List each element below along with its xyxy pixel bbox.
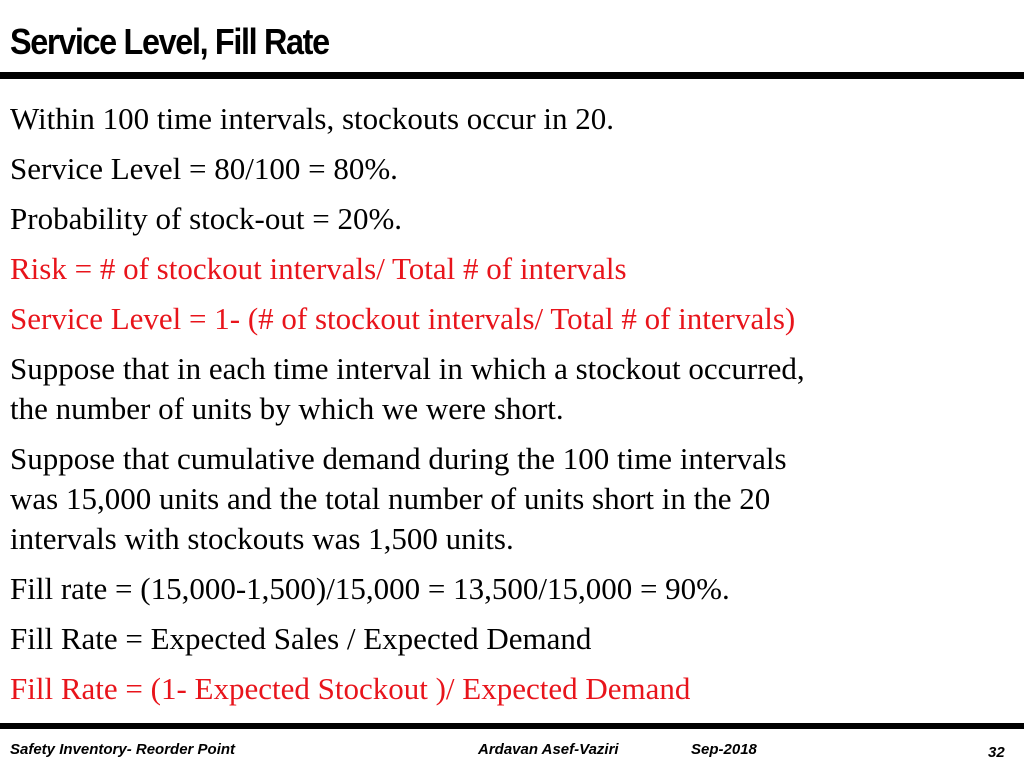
paragraph-units-short (10, 349, 1015, 429)
paragraph-fill-rate-stockout-formula: Fill Rate = (1- Expected Stockout )/ Expected Demand (10, 671, 691, 706)
paragraph-risk-formula: Risk = # of stockout intervals/ Total # of intervals (10, 251, 627, 286)
paragraph-line: intervals with stockouts was 1,500 units. (10, 521, 514, 556)
paragraph-stockout-count: Within 100 time intervals, stockouts occur in 20. (10, 101, 615, 136)
slide-title: Service Level, Fill Rate (10, 21, 329, 62)
paragraph-line: was 15,000 units and the total number of units short in the 20 (10, 481, 771, 516)
paragraph-fill-rate-calculation: Fill rate = (15,000-1,500)/15,000 = 13,500/15,000 = 90%. (10, 571, 730, 606)
footer-date: Sep-2018 (691, 741, 757, 758)
title-divider (0, 72, 1024, 79)
paragraph-fill-rate-sales-formula: Fill Rate = Expected Sales / Expected Demand (10, 621, 592, 656)
paragraph-line: the number of units by which we were short. (10, 391, 564, 426)
paragraph-stockout-probability: Probability of stock-out = 20%. (10, 201, 403, 236)
footer-divider (0, 723, 1024, 729)
slide-page-number: 32 (988, 744, 1005, 761)
footer-course-title: Safety Inventory- Reorder Point (10, 741, 236, 758)
paragraph-service-level-example: Service Level = 80/100 = 80%. (10, 151, 398, 186)
paragraph-cumulative-demand (10, 439, 1015, 559)
footer-author: Ardavan Asef-Vaziri (478, 741, 619, 758)
paragraph-line: Suppose that cumulative demand during the 100 time intervals (10, 441, 787, 476)
slide-body (10, 99, 1015, 709)
paragraph-service-level-formula: Service Level = 1- (# of stockout intervals/ Total # of intervals) (10, 301, 796, 336)
paragraph-line: Suppose that in each time interval in which a stockout occurred, (10, 351, 805, 386)
